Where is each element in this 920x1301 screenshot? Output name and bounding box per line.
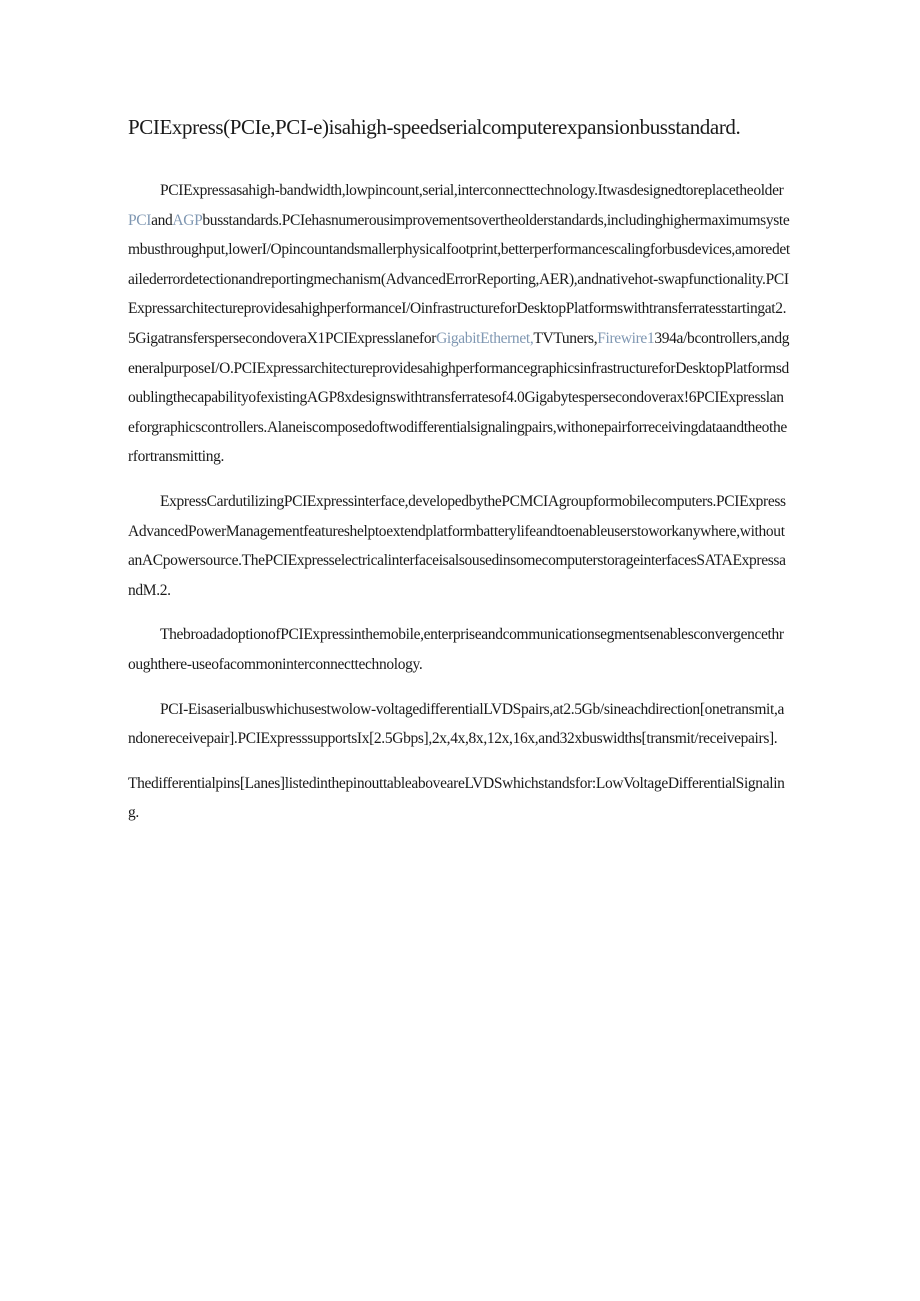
- paragraph-text: ThebroadadoptionofPCIExpressinthemobile,enterpriseandcommunicationsegmentsenablesconvergencethroughthere-useofacommoninterconnecttechnology.: [128, 626, 784, 673]
- paragraph: [128, 769, 790, 828]
- document-body: [128, 176, 790, 843]
- paragraph: [128, 487, 790, 605]
- hyperlink[interactable]: GigabitEthernet,: [436, 329, 534, 347]
- hyperlink[interactable]: PCI: [128, 211, 152, 229]
- hyperlink[interactable]: AGP: [172, 211, 203, 229]
- hyperlink[interactable]: Firewire1: [597, 329, 655, 347]
- paragraph: [128, 695, 790, 754]
- paragraph: [128, 176, 790, 472]
- paragraph-text: Thedifferentialpins[Lanes]listedinthepinouttableaboveareLVDSwhichstandsfor:LowVoltageDifferentialSignaling.: [128, 774, 785, 822]
- paragraph-text: PCIExpressasahigh-bandwidth,lowpincount,serial,interconnecttechnology.Itwasdesignedtoreplacetheolder: [160, 182, 784, 199]
- paragraph-text: PCI-Eisaserialbuswhichusestwolow-voltagedifferentialLVDSpairs,at2.5Gb/sineachdirection[onetransmit,andonereceivepair].PCIExpresssupportsIx[2.5Gbps],2x,4x,8x,12x,16x,and32xbuswidths[transmit/receivepairs].: [128, 700, 785, 748]
- paragraph-text: and: [151, 211, 173, 229]
- document-title: PCIExpress(PCIe,PCI-e)isahigh-speedserialcomputerexpansionbusstandard.: [128, 115, 741, 139]
- paragraph-text: ExpressCardutilizingPCIExpressinterface,developedbythePCMCIAgroupformobilecomputers.PCIExpressAdvancedPowerManagementfeatureshelptoextendplatformbatterylifeandtoenableuserstoworkanywhere,withoutanACpowersource.ThePCIExpresselectricalinterfaceisalsousedinsomecomputerstorageinterfacesSATAExpressandM.2.: [128, 492, 786, 599]
- paragraph-text: 394a/bcontrollers,andgeneralpurposeI/O.PCIExpressarchitectureprovidesahighperformancegraphicsinfrastructureforDesktopPlatformsdoublingthecapabilityofexistingAGP8xdesignswithtransferratesof4.0Gigabytespersecondoverax!6PCIExpresslaneforgraphicscontrollers.Alaneiscomposedoftwodifferentialsignalingpairs,withonepairforreceivingdataandtheotherfortransmitting.: [128, 329, 790, 466]
- paragraph: [128, 620, 790, 679]
- paragraph-text: TVTuners,: [533, 329, 598, 347]
- paragraph-text: busstandards.PCIehasnumerousimprovementsovertheolderstandards,includinghighermaximumsystembusthroughput,lowerI/Opincountandsmallerphysicalfootprint,betterperformancescalingforbusdevices,amoredetailederrordetectionandreportingmechanism(AdvancedErrorReporting,AER),andnativehot-swapfunctionality.PCIExpressarchitectureprovidesahighperformanceI/OinfrastructureforDesktopPlatformswithtransferratesstartingat2.5GigatransferspersecondoveraX1PCIExpresslanefor: [128, 211, 790, 347]
